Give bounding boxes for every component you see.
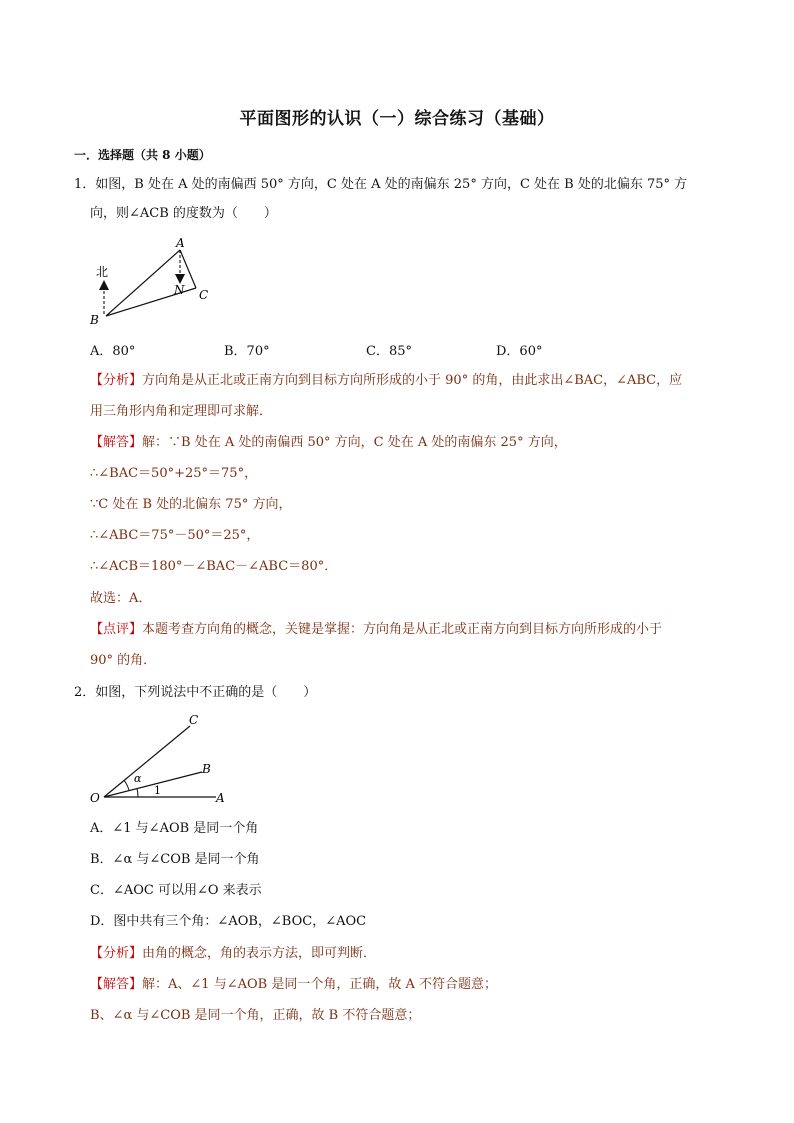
q1-stem-line1: 1．如图，B 处在 A 处的南偏西 50° 方向，C 处在 A 处的南偏东 25° 方向，C 处在 B 处的北偏东 75° 方 (74, 177, 688, 192)
q1-analysis-tag: 【分析】 (90, 373, 143, 388)
q1-stem-line2: 向，则∠ACB 的度数为（ ） (90, 206, 277, 221)
q2-option-d: D．图中共有三个角：∠AOB，∠BOC，∠AOC (90, 914, 367, 929)
q1-label-a: A (176, 236, 185, 250)
q2-arc-alpha (124, 780, 129, 790)
q2-option-c: C．∠AOC 可以用∠O 来表示 (90, 883, 262, 898)
q1-figure (86, 232, 226, 332)
section-heading: 一．选择题（共 8 小题） (74, 148, 211, 162)
q1-label-north: 北 (96, 265, 109, 279)
q1-comment-text1: 本题考查方向角的概念，关键是掌握：方向角是从正北或正南方向到目标方向所形成的小于 (142, 622, 663, 637)
q1-answer-line3: ∵C 处在 B 处的北偏东 75° 方向， (90, 497, 292, 512)
q1-label-b: B (90, 313, 99, 327)
q2-analysis-text: 由角的概念，角的表示方法，即可判断． (142, 946, 377, 961)
q2-answer-line1 (90, 976, 497, 994)
q1-comment-line1 (90, 621, 662, 639)
q2-label-alpha: α (134, 772, 142, 785)
q1-option-d: D．60° (496, 344, 543, 359)
q2-option-b: B．∠α 与∠COB 是同一个角 (90, 852, 260, 867)
q2-answer-line2: B、∠α 与∠COB 是同一个角，正确，故 B 不符合题意； (90, 1008, 421, 1023)
q1-answer-line6: 故选：A． (90, 591, 152, 606)
q2-label-c: C (189, 713, 199, 727)
q1-line-ab (106, 250, 180, 316)
q1-label-c: C (199, 288, 209, 302)
q1-answer-line5: ∴∠ACB＝180°－∠BAC－∠ABC＝80°． (90, 559, 338, 574)
q1-analysis-line2: 用三角形内角和定理即可求解． (90, 404, 273, 419)
q1-arrow-up-icon (99, 280, 109, 290)
q2-analysis-tag: 【分析】 (90, 946, 143, 961)
q1-answer-text1: 解：∵B 处在 A 处的南偏西 50° 方向，C 处在 A 处的南偏东 25° 方向， (142, 435, 567, 450)
q2-arc-one (137, 788, 138, 797)
q1-option-a: A．80° (90, 344, 136, 359)
q1-answer-line4: ∴∠ABC＝75°－50°＝25°， (90, 528, 260, 543)
q2-stem-line1: 2．如图，下列说法中不正确的是（ ） (74, 685, 317, 700)
q1-label-n: N (174, 283, 185, 297)
q1-analysis-line1 (90, 372, 682, 390)
q1-analysis-text1: 方向角是从正北或正南方向到目标方向所形成的小于 90° 的角，由此求出∠BAC，∠ABC，应 (142, 373, 683, 388)
q2-label-one: 1 (154, 784, 161, 797)
q1-answer-line2: ∴∠BAC＝50°+25°＝75°， (90, 466, 258, 481)
page-title: 平面图形的认识（一）综合练习（基础） (239, 109, 555, 129)
q2-label-b: B (202, 762, 211, 776)
q2-answer-text1: 解：A、∠1 与∠AOB 是同一个角，正确，故 A 不符合题意； (142, 977, 497, 992)
q2-analysis-line (90, 945, 376, 963)
q1-answer-line1 (90, 434, 567, 452)
q2-option-a: A．∠1 与∠AOB 是同一个角 (90, 821, 259, 836)
q1-comment-line2: 90° 的角． (90, 653, 157, 668)
q2-figure (86, 710, 246, 810)
q1-option-c: C．85° (366, 344, 412, 359)
q1-answer-tag: 【解答】 (90, 435, 143, 450)
q1-option-b: B．70° (224, 344, 270, 359)
q2-label-a: A (216, 791, 225, 805)
q2-label-o: O (90, 791, 100, 805)
q1-comment-tag: 【点评】 (90, 622, 143, 637)
q2-answer-tag: 【解答】 (90, 977, 143, 992)
